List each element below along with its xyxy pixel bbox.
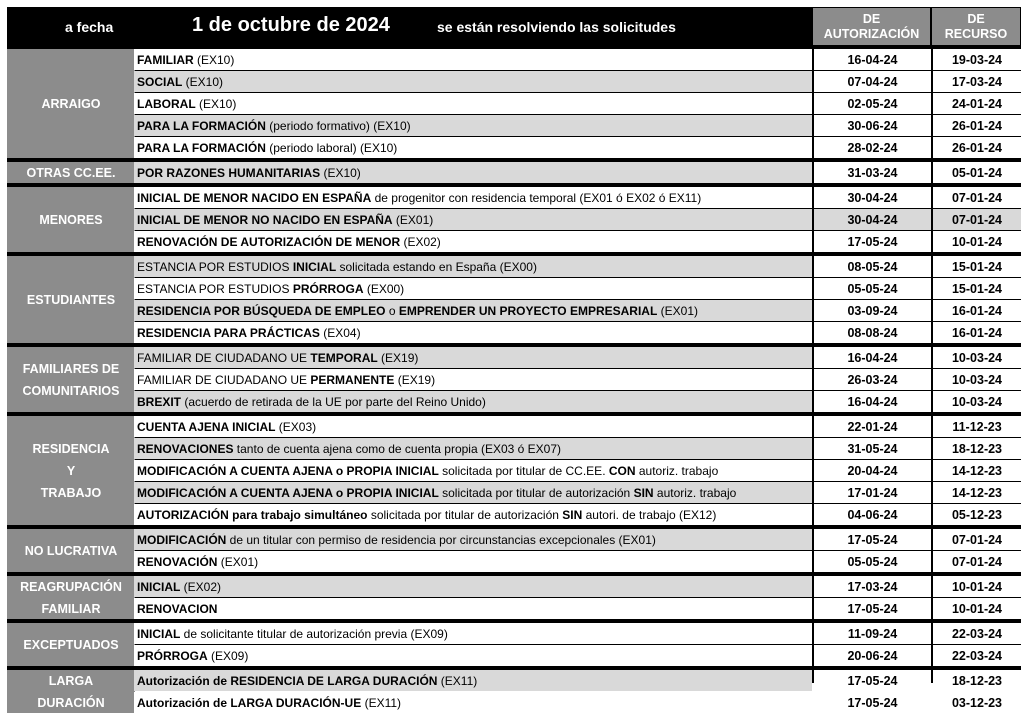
description-segment: (EX00) bbox=[363, 281, 405, 296]
description-segment: (periodo formativo) (EX10) bbox=[265, 118, 411, 133]
description-segment: PARA LA FORMACIÓN bbox=[137, 118, 266, 133]
table-row bbox=[134, 347, 1021, 369]
procedure-description bbox=[134, 482, 812, 503]
column-header-appeal-line1: DE bbox=[967, 11, 985, 26]
table-row bbox=[134, 670, 1021, 692]
procedure-description bbox=[134, 645, 812, 666]
authorization-date: 17-05-24 bbox=[814, 670, 931, 691]
description-segment: (EX19) bbox=[377, 350, 419, 365]
description-segment: (EX02) bbox=[180, 579, 222, 594]
group-label-line: REAGRUPACIÓN bbox=[20, 579, 122, 594]
description-segment: LABORAL bbox=[137, 96, 196, 111]
appeal-date: 22-03-24 bbox=[933, 645, 1021, 666]
description-segment: POR RAZONES HUMANITARIAS bbox=[137, 165, 321, 180]
appeal-date: 10-03-24 bbox=[933, 347, 1021, 368]
group-label bbox=[7, 623, 135, 666]
description-segment: (EX01) bbox=[392, 212, 434, 227]
description-segment: autoriz. trabajo bbox=[653, 485, 737, 500]
authorization-date: 05-05-24 bbox=[814, 278, 931, 299]
appeal-date: 05-01-24 bbox=[933, 162, 1021, 183]
description-segment: (EX19) bbox=[394, 372, 436, 387]
procedure-description bbox=[134, 49, 812, 70]
appeal-date: 10-01-24 bbox=[933, 598, 1021, 619]
appeal-date: 18-12-23 bbox=[933, 670, 1021, 691]
description-segment: RENOVACIONES bbox=[137, 441, 234, 456]
table-row bbox=[134, 692, 1021, 714]
description-segment: LARGA DURACIÓN-UE bbox=[230, 695, 362, 710]
procedure-description bbox=[134, 623, 812, 644]
description-segment: PRÓRROGA bbox=[292, 281, 364, 296]
authorization-date: 04-06-24 bbox=[814, 504, 931, 525]
authorization-date: 20-04-24 bbox=[814, 460, 931, 481]
table-row bbox=[134, 391, 1021, 413]
description-segment: RENOVACIÓN DE AUTORIZACIÓN DE MENOR bbox=[137, 234, 401, 249]
appeal-date: 17-03-24 bbox=[933, 71, 1021, 92]
group-label-text bbox=[27, 289, 115, 311]
authorization-date: 07-04-24 bbox=[814, 71, 931, 92]
procedure-description bbox=[134, 231, 812, 252]
group-label-line: ESTUDIANTES bbox=[26, 292, 116, 307]
description-segment: SIN bbox=[633, 485, 654, 500]
description-segment: MODIFICACIÓN bbox=[137, 532, 227, 547]
procedure-description bbox=[134, 504, 812, 525]
description-segment: autoriz. trabajo bbox=[635, 463, 719, 478]
group-label bbox=[7, 347, 135, 412]
authorization-date: 22-01-24 bbox=[814, 416, 931, 437]
resolution-table bbox=[7, 7, 1021, 710]
procedure-description bbox=[134, 598, 812, 619]
description-segment: SOCIAL bbox=[137, 74, 183, 89]
table-row bbox=[134, 256, 1021, 278]
appeal-date: 11-12-23 bbox=[933, 416, 1021, 437]
appeal-date: 10-03-24 bbox=[933, 369, 1021, 390]
appeal-date: 07-01-24 bbox=[933, 529, 1021, 550]
procedure-description bbox=[134, 322, 812, 343]
authorization-date: 03-09-24 bbox=[814, 300, 931, 321]
column-header-authorization-line1: DE bbox=[862, 11, 881, 26]
description-segment: (acuerdo de retirada de la UE por parte del Reino Unido) bbox=[181, 394, 486, 409]
description-segment: FAMILIAR DE CIUDADANO UE bbox=[137, 372, 311, 387]
description-segment: ESTANCIA POR ESTUDIOS bbox=[137, 281, 293, 296]
appeal-date: 07-01-24 bbox=[933, 187, 1021, 208]
group-label-line: FAMILIAR bbox=[41, 601, 101, 616]
header-suffix: se están resolviendo las solicitudes bbox=[437, 19, 676, 35]
group-label bbox=[7, 670, 135, 713]
procedure-description bbox=[134, 460, 812, 481]
description-segment: FAMILIAR bbox=[137, 52, 194, 67]
table-row bbox=[134, 645, 1021, 667]
group-label-line: TRABAJO bbox=[40, 485, 102, 500]
table-row bbox=[134, 438, 1021, 460]
table-row bbox=[134, 209, 1021, 231]
appeal-date: 07-01-24 bbox=[933, 551, 1021, 572]
table-row bbox=[134, 231, 1021, 253]
description-segment: MODIFICACIÓN A CUENTA AJENA o PROPIA INICIAL bbox=[137, 485, 439, 500]
column-header-appeal-line2: RECURSO bbox=[944, 26, 1008, 41]
authorization-date: 17-05-24 bbox=[814, 231, 931, 252]
description-segment: EMPRENDER UN PROYECTO EMPRESARIAL bbox=[398, 303, 658, 318]
authorization-date: 30-04-24 bbox=[814, 209, 931, 230]
appeal-date: 22-03-24 bbox=[933, 623, 1021, 644]
procedure-description bbox=[134, 93, 812, 114]
appeal-date: 18-12-23 bbox=[933, 438, 1021, 459]
description-segment: RESIDENCIA PARA PRÁCTICAS bbox=[137, 325, 320, 340]
group-label-line: NO LUCRATIVA bbox=[24, 543, 118, 558]
description-segment: Autorización de bbox=[137, 673, 231, 688]
appeal-date: 16-01-24 bbox=[933, 300, 1021, 321]
description-segment: (periodo laboral) (EX10) bbox=[265, 140, 398, 155]
table-row bbox=[134, 551, 1021, 573]
description-segment: (EX01) bbox=[657, 303, 698, 318]
description-segment: ESTANCIA POR ESTUDIOS bbox=[137, 259, 293, 274]
description-segment: (EX10) bbox=[320, 165, 361, 180]
table-row bbox=[134, 49, 1021, 71]
description-segment: (EX03) bbox=[275, 419, 317, 434]
group-label bbox=[7, 187, 135, 252]
group-label-text bbox=[37, 670, 104, 714]
group-label-line: MENORES bbox=[39, 212, 103, 227]
authorization-date: 17-03-24 bbox=[814, 576, 931, 597]
header-prefix: a fecha bbox=[65, 19, 114, 35]
group-label bbox=[7, 162, 135, 183]
appeal-date: 14-12-23 bbox=[933, 460, 1021, 481]
description-segment: PERMANENTE bbox=[310, 372, 395, 387]
group-label-line: ARRAIGO bbox=[41, 96, 101, 111]
description-segment: INICIAL DE MENOR NACIDO EN ESPAÑA bbox=[137, 190, 372, 205]
header-banner bbox=[7, 7, 811, 47]
procedure-description bbox=[134, 278, 812, 299]
appeal-date: 19-03-24 bbox=[933, 49, 1021, 70]
authorization-date: 17-05-24 bbox=[814, 692, 931, 713]
authorization-date: 31-03-24 bbox=[814, 162, 931, 183]
appeal-date: 15-01-24 bbox=[933, 278, 1021, 299]
description-segment: MODIFICACIÓN A CUENTA AJENA o PROPIA INICIAL bbox=[137, 463, 439, 478]
procedure-description bbox=[134, 115, 812, 136]
description-segment: INICIAL DE MENOR NO NACIDO EN ESPAÑA bbox=[137, 212, 393, 227]
description-segment: (EX02) bbox=[400, 234, 441, 249]
appeal-date: 10-03-24 bbox=[933, 391, 1021, 412]
column-header-authorization-line2: AUTORIZACIÓN bbox=[823, 26, 920, 41]
procedure-description bbox=[134, 576, 812, 597]
description-segment: (EX10) bbox=[195, 96, 237, 111]
description-segment: PRÓRROGA bbox=[137, 648, 208, 663]
table-row bbox=[134, 115, 1021, 137]
description-segment: TEMPORAL bbox=[310, 350, 378, 365]
group-label bbox=[7, 576, 135, 619]
appeal-date: 26-01-24 bbox=[933, 137, 1021, 158]
description-segment: solicitada por titular de CC.EE. bbox=[438, 463, 609, 478]
group-label-text bbox=[20, 576, 122, 620]
group-label bbox=[7, 49, 135, 158]
procedure-description bbox=[134, 187, 812, 208]
authorization-date: 26-03-24 bbox=[814, 369, 931, 390]
appeal-date: 26-01-24 bbox=[933, 115, 1021, 136]
authorization-date: 08-05-24 bbox=[814, 256, 931, 277]
header-date: 1 de octubre de 2024 bbox=[192, 14, 390, 36]
table-row bbox=[134, 300, 1021, 322]
description-segment: solicitada estando en España (EX00) bbox=[336, 259, 537, 274]
description-segment: CON bbox=[608, 463, 636, 478]
column-header-appeal bbox=[932, 8, 1020, 45]
description-segment: RESIDENCIA DE LARGA DURACIÓN bbox=[230, 673, 438, 688]
procedure-description bbox=[134, 551, 812, 572]
appeal-date: 14-12-23 bbox=[933, 482, 1021, 503]
description-segment: BREXIT bbox=[137, 394, 182, 409]
procedure-description bbox=[134, 529, 812, 550]
group-label-text bbox=[39, 209, 102, 231]
description-segment: (EX04) bbox=[319, 325, 361, 340]
group-label-text bbox=[23, 634, 118, 656]
appeal-date: 24-01-24 bbox=[933, 93, 1021, 114]
procedure-description bbox=[134, 71, 812, 92]
procedure-description bbox=[134, 162, 812, 183]
authorization-date: 31-05-24 bbox=[814, 438, 931, 459]
description-segment: INICIAL bbox=[137, 579, 181, 594]
group-label-line: OTRAS CC.EE. bbox=[26, 165, 116, 180]
description-segment: de un titular con permiso de residencia por circunstancias excepcionales (EX01) bbox=[226, 532, 656, 547]
description-segment: CUENTA AJENA INICIAL bbox=[137, 419, 276, 434]
authorization-date: 05-05-24 bbox=[814, 551, 931, 572]
authorization-date: 30-06-24 bbox=[814, 115, 931, 136]
appeal-date: 07-01-24 bbox=[933, 209, 1021, 230]
procedure-description bbox=[134, 670, 812, 691]
group-label-text bbox=[25, 540, 118, 562]
appeal-date: 03-12-23 bbox=[933, 692, 1021, 713]
procedure-description bbox=[134, 209, 812, 230]
description-segment: RENOVACIÓN bbox=[137, 554, 218, 569]
authorization-date: 08-08-24 bbox=[814, 322, 931, 343]
group-label bbox=[7, 416, 135, 525]
authorization-date: 16-04-24 bbox=[814, 347, 931, 368]
authorization-date: 20-06-24 bbox=[814, 645, 931, 666]
table-row bbox=[134, 504, 1021, 526]
authorization-date: 30-04-24 bbox=[814, 187, 931, 208]
table-row bbox=[134, 576, 1021, 598]
group-label bbox=[7, 256, 135, 343]
description-segment: (EX10) bbox=[193, 52, 235, 67]
table-row bbox=[134, 460, 1021, 482]
authorization-date: 28-02-24 bbox=[814, 137, 931, 158]
group-label-line: LARGA bbox=[48, 673, 94, 688]
description-segment: (EX09) bbox=[207, 648, 249, 663]
group-label-line: Y bbox=[66, 463, 76, 478]
group-label-text bbox=[32, 438, 109, 504]
description-segment: solicitada por titular de autorización bbox=[438, 485, 634, 500]
authorization-date: 17-01-24 bbox=[814, 482, 931, 503]
table-row bbox=[134, 529, 1021, 551]
authorization-date: 17-05-24 bbox=[814, 529, 931, 550]
description-segment: Autorización de bbox=[137, 695, 231, 710]
procedure-description bbox=[134, 692, 812, 713]
procedure-description bbox=[134, 137, 812, 158]
group-label-text bbox=[27, 162, 116, 184]
authorization-date: 17-05-24 bbox=[814, 598, 931, 619]
table-row bbox=[134, 482, 1021, 504]
description-segment: (EX11) bbox=[361, 695, 402, 710]
description-segment: PARA LA FORMACIÓN bbox=[137, 140, 266, 155]
table-row bbox=[134, 322, 1021, 344]
description-segment: (EX01) bbox=[217, 554, 259, 569]
description-segment: AUTORIZACIÓN para trabajo simultáneo bbox=[137, 507, 368, 522]
procedure-description bbox=[134, 256, 812, 277]
group-label-text bbox=[23, 358, 120, 402]
description-segment: autori. de trabajo (EX12) bbox=[582, 507, 717, 522]
column-header-authorization bbox=[813, 8, 930, 45]
description-segment: (EX11) bbox=[437, 673, 478, 688]
appeal-date: 10-01-24 bbox=[933, 231, 1021, 252]
authorization-date: 02-05-24 bbox=[814, 93, 931, 114]
group-label-text bbox=[41, 93, 100, 115]
procedure-description bbox=[134, 416, 812, 437]
description-segment: tanto de cuenta ajena como de cuenta propia (EX03 ó EX07) bbox=[233, 441, 562, 456]
table-row bbox=[134, 623, 1021, 645]
group-label bbox=[7, 529, 135, 572]
table-row bbox=[134, 598, 1021, 620]
table-row bbox=[134, 278, 1021, 300]
table-row bbox=[134, 187, 1021, 209]
procedure-description bbox=[134, 438, 812, 459]
authorization-date: 16-04-24 bbox=[814, 49, 931, 70]
table-row bbox=[134, 137, 1021, 159]
description-segment: INICIAL bbox=[292, 259, 337, 274]
table-row bbox=[134, 71, 1021, 93]
description-segment: FAMILIAR DE CIUDADANO UE bbox=[137, 350, 311, 365]
description-segment: RENOVACION bbox=[137, 601, 218, 616]
table-row bbox=[134, 93, 1021, 115]
table-row bbox=[134, 416, 1021, 438]
group-label-line: RESIDENCIA bbox=[32, 441, 110, 456]
group-label-line: COMUNITARIOS bbox=[22, 383, 120, 398]
description-segment: SIN bbox=[562, 507, 583, 522]
description-segment: de progenitor con residencia temporal (EX01 ó EX02 ó EX11) bbox=[371, 190, 702, 205]
group-label-line: DURACIÓN bbox=[37, 695, 105, 710]
group-label-line: EXCEPTUADOS bbox=[23, 637, 119, 652]
authorization-date: 16-04-24 bbox=[814, 391, 931, 412]
description-segment: o bbox=[385, 303, 399, 318]
authorization-date: 11-09-24 bbox=[814, 623, 931, 644]
group-label-line: FAMILIARES DE bbox=[22, 361, 120, 376]
procedure-description bbox=[134, 369, 812, 390]
procedure-description bbox=[134, 391, 812, 412]
description-segment: INICIAL bbox=[137, 626, 181, 641]
appeal-date: 15-01-24 bbox=[933, 256, 1021, 277]
description-segment: solicitada por titular de autorización bbox=[367, 507, 563, 522]
description-segment: de solicitante titular de autorización previa (EX09) bbox=[180, 626, 448, 641]
description-segment: RESIDENCIA POR BÚSQUEDA DE EMPLEO bbox=[137, 303, 386, 318]
procedure-description bbox=[134, 300, 812, 321]
table-row bbox=[134, 162, 1021, 184]
table-row bbox=[134, 369, 1021, 391]
appeal-date: 05-12-23 bbox=[933, 504, 1021, 525]
description-segment: (EX10) bbox=[182, 74, 224, 89]
appeal-date: 16-01-24 bbox=[933, 322, 1021, 343]
procedure-description bbox=[134, 347, 812, 368]
appeal-date: 10-01-24 bbox=[933, 576, 1021, 597]
